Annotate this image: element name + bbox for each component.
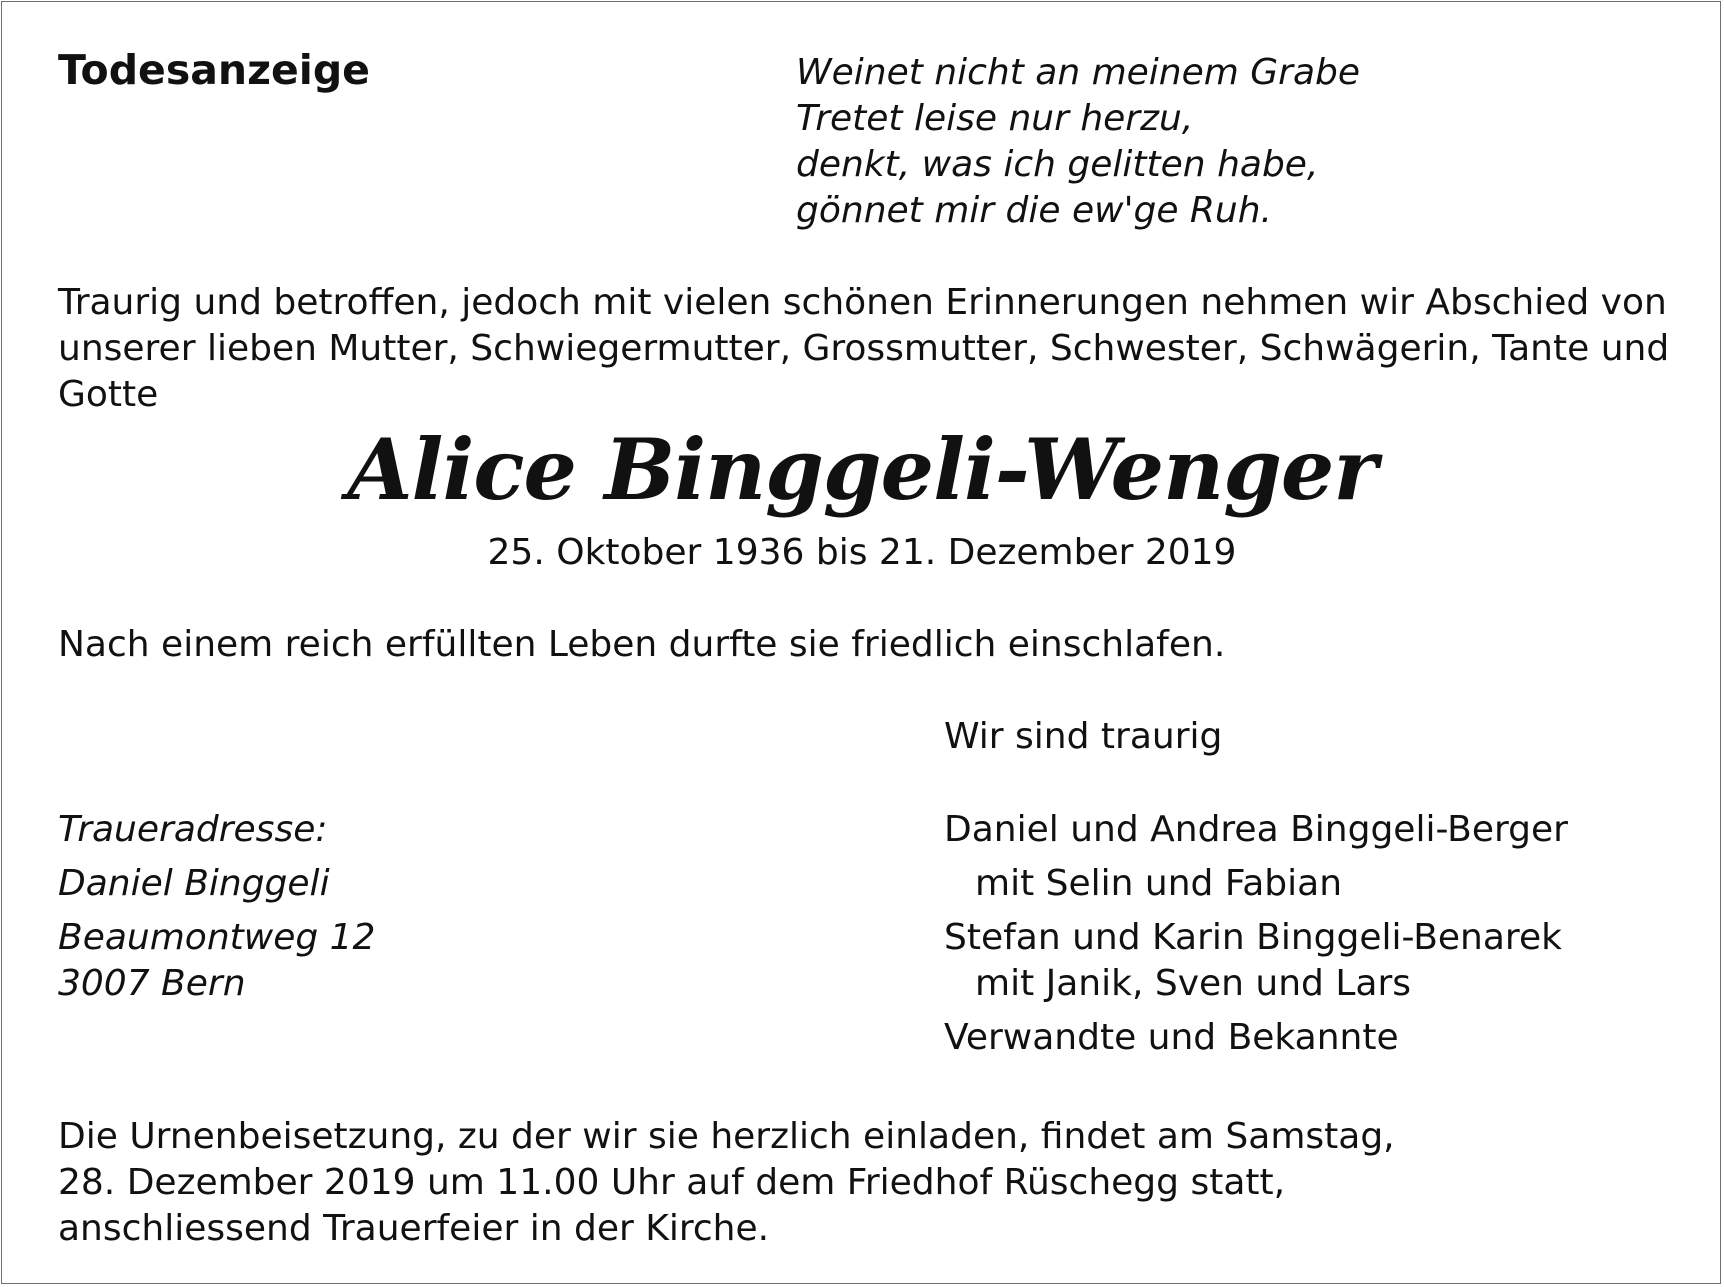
- poem-line: gönnet mir die ew'ge Ruh.: [796, 190, 1272, 231]
- death-notice: [1, 1, 1721, 1284]
- mourner-family: Daniel und Andrea Binggeli-Berger: [944, 809, 1568, 850]
- notice-heading: Todesanzeige: [58, 46, 370, 94]
- address-street: Beaumontweg 12: [58, 917, 376, 958]
- funeral-details-line: Die Urnenbeisetzung, zu der wir sie herzlich einladen, findet am Samstag,: [58, 1116, 1395, 1157]
- mourner-children: mit Janik, Sven und Lars: [975, 963, 1412, 1004]
- intro-paragraph: Traurig und betroffen, jedoch mit vielen schönen Erinnerungen nehmen wir Abschied von unserer lieben Mutter, Schwiegermutter, Grossmutter, Schwester, Schwägerin, Tante und Gotte: [58, 282, 1670, 415]
- deceased-name: Alice Binggeli-Wenger: [347, 420, 1377, 519]
- funeral-details: [58, 1114, 1395, 1252]
- address-label: Traueradresse:: [58, 809, 328, 850]
- address-name: Daniel Binggeli: [58, 863, 330, 904]
- address-city: 3007 Bern: [58, 963, 246, 1004]
- poem-line: Tretet leise nur herzu,: [796, 98, 1194, 139]
- funeral-details-line: anschliessend Trauerfeier in der Kirche.: [58, 1208, 770, 1249]
- funeral-details-line: 28. Dezember 2019 um 11.00 Uhr auf dem Friedhof Rüschegg statt,: [58, 1162, 1286, 1203]
- mourners-intro: Wir sind traurig: [944, 716, 1223, 757]
- poem-line: denkt, was ich gelitten habe,: [796, 144, 1319, 185]
- mourner-children: mit Selin und Fabian: [975, 863, 1343, 904]
- mourner-relatives: Verwandte und Bekannte: [944, 1017, 1399, 1058]
- poem: [796, 50, 1360, 234]
- poem-line: Weinet nicht an meinem Grabe: [796, 52, 1361, 93]
- farewell-sentence: Nach einem reich erfüllten Leben durfte sie friedlich einschlafen.: [58, 624, 1226, 665]
- mourner-family: Stefan und Karin Binggeli-Benarek: [944, 917, 1562, 958]
- life-dates: 25. Oktober 1936 bis 21. Dezember 2019: [487, 532, 1237, 573]
